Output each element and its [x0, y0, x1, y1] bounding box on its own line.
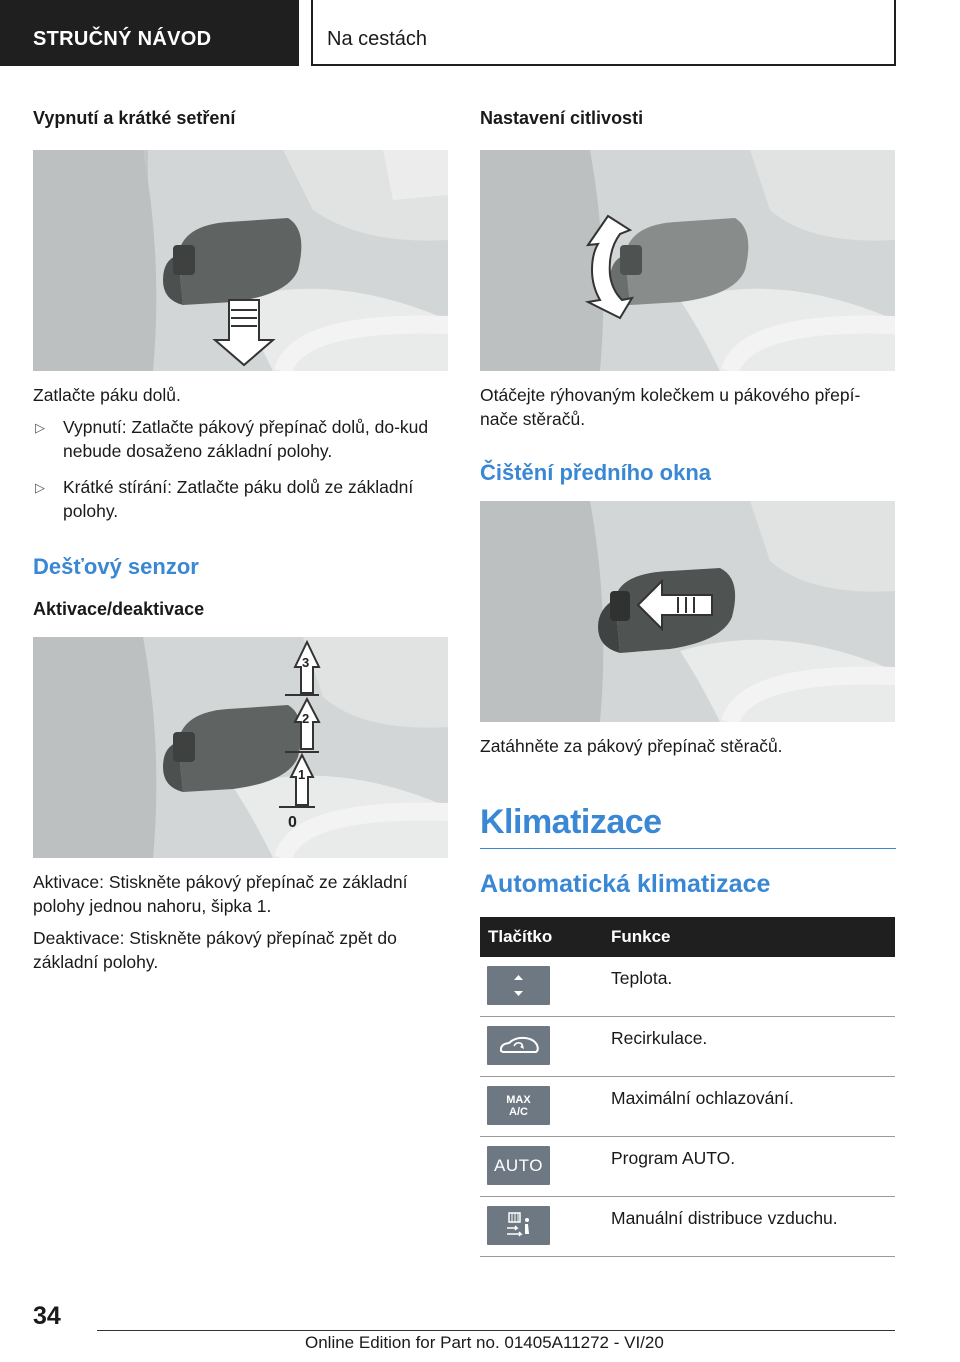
right-column	[480, 100, 896, 1257]
edition-text: Online Edition for Part no. 01405A11272 - VI/20	[305, 1333, 664, 1352]
auto-program-icon: AUTO	[487, 1146, 550, 1185]
air-distribution-icon	[487, 1206, 550, 1245]
bullet-item: ▷ Vypnutí: Zatlačte pákový přepínač dolů, do-kud nebude dosaženo základní polohy.	[35, 417, 429, 461]
rain-sensor-heading: Dešťový senzor	[33, 554, 199, 579]
max-ac-icon: MAX A/C	[487, 1086, 550, 1125]
page-header	[0, 0, 960, 66]
topic-tab: Na cestách	[311, 0, 896, 66]
triangle-bullet-icon: ▷	[35, 480, 45, 495]
wiper-lever-down-photo	[33, 150, 448, 371]
table-header	[480, 917, 895, 957]
position-label-0: 0	[288, 814, 297, 831]
col-header-button: Tlačítko	[488, 927, 553, 946]
function-text: Maximální ochlazování.	[611, 1088, 794, 1108]
auto-climate-heading: Automatická klimatizace	[480, 870, 771, 898]
section-tab: STRUČNÝ NÁVOD	[0, 0, 299, 66]
climate-heading: Klimatizace	[480, 803, 662, 841]
page-number: 34	[33, 1302, 61, 1330]
table-row	[480, 1197, 895, 1257]
table-row	[480, 1077, 895, 1137]
heading-rule	[480, 848, 896, 849]
position-label-1: 1	[298, 767, 306, 782]
table-row	[480, 1137, 895, 1197]
function-text: Program AUTO.	[611, 1148, 736, 1168]
off-caption: Zatlačte páku dolů.	[33, 385, 181, 405]
windscreen-cleaning-heading: Čištění předního okna	[480, 460, 712, 485]
triangle-bullet-icon: ▷	[35, 420, 45, 435]
windscreen-cleaning-text: Zatáhněte za pákový přepínač stěračů.	[480, 736, 783, 756]
sensitivity-title: Nastavení citlivosti	[480, 108, 644, 128]
position-label-3: 3	[302, 655, 310, 670]
table-row	[480, 957, 895, 1017]
wiper-lever-positions-photo	[33, 637, 448, 858]
temperature-arrows-icon	[487, 966, 550, 1005]
climate-buttons-table	[480, 917, 895, 1257]
bullet-item: ▷ Krátké stírání: Zatlačte páku dolů ze základní polohy.	[35, 477, 414, 521]
function-text: Teplota.	[611, 968, 673, 988]
wiper-knurled-wheel-photo	[480, 150, 895, 371]
function-text: Manuální distribuce vzduchu.	[611, 1208, 838, 1228]
recirculation-car-icon	[487, 1026, 550, 1065]
deactivation-text: Deaktivace: Stiskněte pákový přepínač zpět do základní polohy.	[33, 928, 397, 972]
off-section-title: Vypnutí a krátké setření	[33, 108, 236, 128]
activation-text: Aktivace: Stiskněte pákový přepínač ze základní polohy jednou nahoru, šipka 1.	[33, 872, 408, 916]
wiper-pull-photo	[480, 501, 895, 722]
sensitivity-text: Otáčejte rýhovaným kolečkem u pákového přepí-nače stěračů.	[480, 385, 861, 429]
col-header-function: Funkce	[611, 927, 671, 946]
position-label-2: 2	[302, 711, 310, 726]
activation-title: Aktivace/deaktivace	[33, 599, 205, 619]
table-row	[480, 1017, 895, 1077]
footer-rule	[97, 1330, 895, 1331]
left-column	[33, 100, 449, 974]
function-text: Recirkulace.	[611, 1028, 708, 1048]
